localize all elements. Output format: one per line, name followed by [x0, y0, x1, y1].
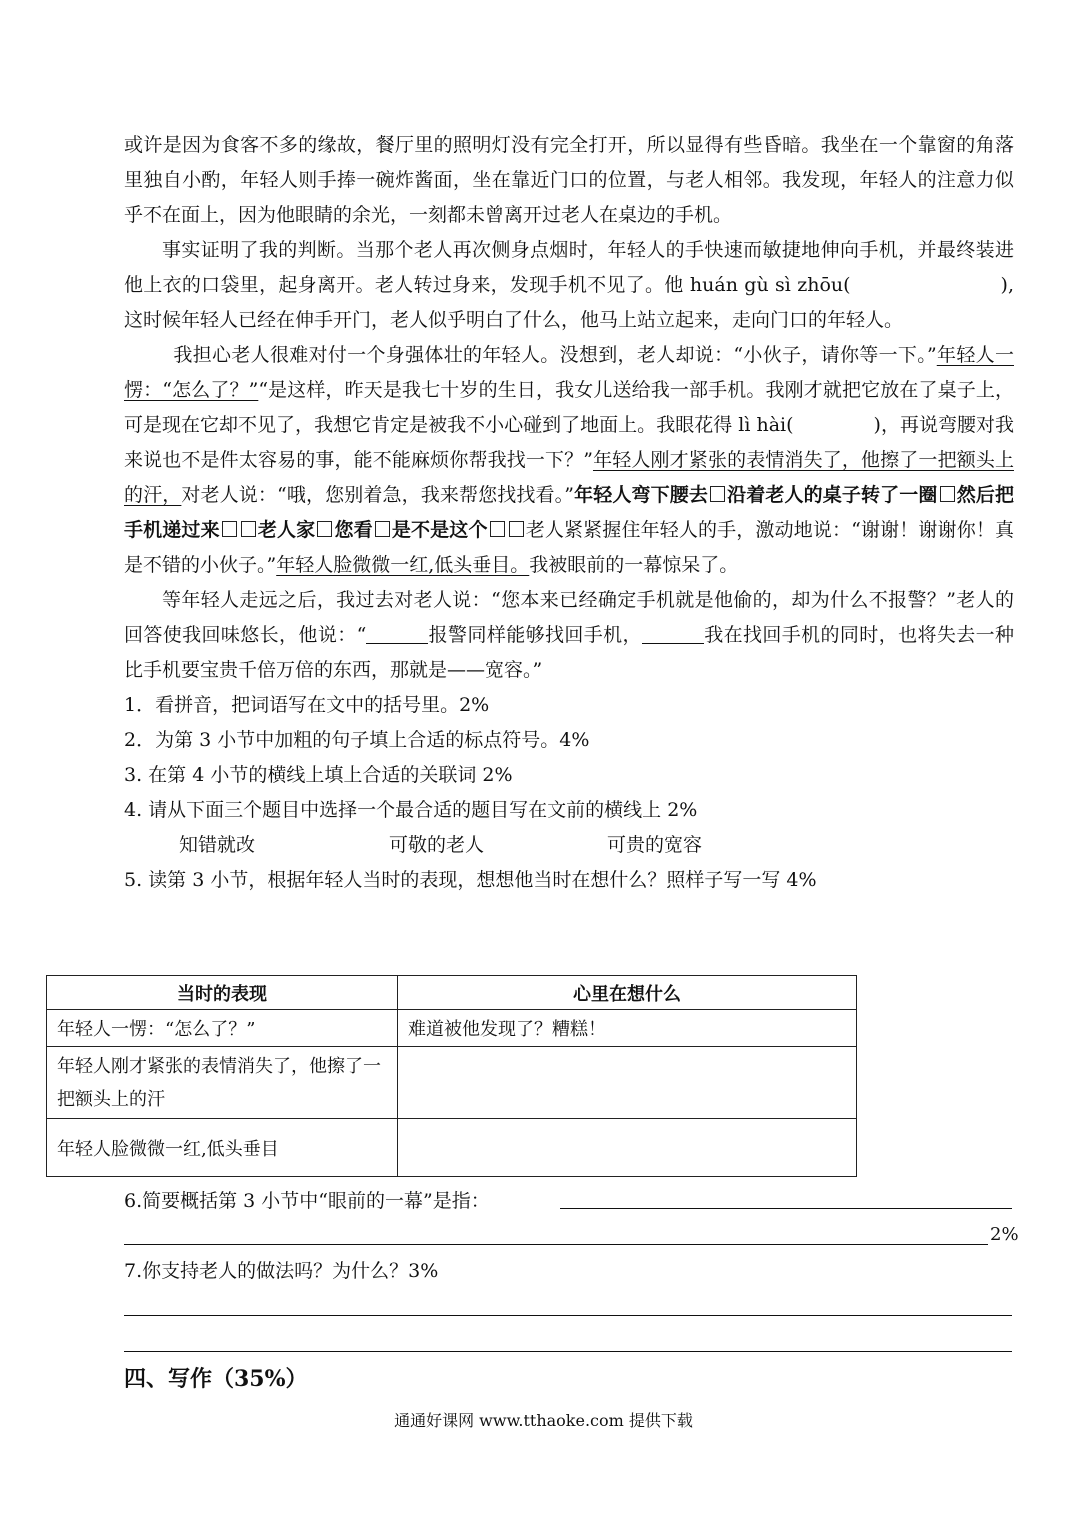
p3-text-d: 对老人说：“哦，您别着急，我来帮您找找看。” [181, 484, 574, 506]
question-4-options [124, 828, 1014, 863]
footer-watermark: 通通好课网 www.tthaoke.com 提供下载 [394, 1411, 693, 1430]
question-7: 7.你支持老人的做法吗？为什么？3% [124, 1260, 439, 1282]
behavior-cell: 年轻人脸微微一红,低头垂目 [47, 1119, 398, 1177]
bold-sentence-part-1: 年轻人弯下腰去 [574, 484, 709, 506]
conjunction-blank-1[interactable] [366, 623, 428, 644]
passage-paragraph-2 [124, 233, 1014, 338]
thought-cell[interactable] [398, 1047, 857, 1119]
section-writing-heading: 四、写作（35%） [124, 1366, 308, 1392]
passage-paragraph-4 [124, 583, 1014, 688]
p3-text-a: 我担心老人很难对付一个身强体壮的年轻人。没想到，老人却说：“小伙子，请你等一下。” [173, 344, 937, 366]
title-option-1[interactable]: 知错就改 [179, 834, 256, 856]
passage-paragraph-3 [124, 338, 1014, 583]
conjunction-blank-2[interactable] [642, 623, 704, 644]
bold-sentence-part-5: 您看 [334, 519, 373, 541]
thought-cell[interactable]: 难道被他发现了？糟糕！ [398, 1010, 857, 1047]
thought-cell[interactable] [398, 1119, 857, 1177]
answer-line[interactable] [560, 1208, 1012, 1209]
answer-line[interactable] [124, 1351, 1012, 1352]
behavior-cell: 年轻人一愣：“怎么了？” [47, 1010, 398, 1047]
punctuation-box[interactable] [940, 486, 955, 502]
p3-text-e: 老人紧紧握住年轻人的手，激动地说：“谢谢！谢谢你！真是不错的小伙子。” [124, 519, 1014, 576]
bold-sentence-part-6: 是不是这个 [391, 519, 488, 541]
underlined-sentence-3: 年轻人脸微微一红,低头垂目。 [276, 554, 530, 576]
question-3: 3. 在第 4 小节的横线上填上合适的关联词 2% [124, 764, 513, 786]
punctuation-box[interactable] [710, 486, 725, 502]
p4-text-c: 我在找回手机的同时，也将失去一种比手机要宝贵千倍万倍的东西，那就是——宽容。” [124, 624, 1014, 681]
p4-text-a: 等年轻人走远之后，我过去对老人说：“您本来已经确定手机就是他偷的，却为什么不报警？”老人的回答使我回味悠长，他说：“ [124, 589, 1014, 646]
p4-text-b: 报警同样能够找回手机， [428, 624, 642, 646]
title-option-2[interactable]: 可敬的老人 [389, 834, 485, 856]
exam-page [124, 128, 1014, 898]
bold-sentence-part-3: 然后把手机递过来 [124, 484, 1014, 541]
punctuation-box[interactable] [490, 521, 505, 537]
table-row [47, 1119, 857, 1177]
bold-sentence-part-4: 老人家 [257, 519, 316, 541]
question-6: 6.简要概括第 3 小节中“眼前的一幕”是指： [124, 1190, 490, 1212]
bold-sentence-part-2: 沿着老人的桌子转了一圈 [727, 484, 938, 506]
p3-text-b: “是这样，昨天是我七十岁的生日，我女儿送给我一部手机。我刚才就把它放在了桌子上，可是现在它却不见了，我想它肯定是被我不小心碰到了地面上。我眼花得 lì hài( [124, 379, 1014, 436]
punctuation-box[interactable] [222, 521, 237, 537]
underlined-sentence-1: 年轻人一愣：“怎么了？” [124, 344, 1014, 401]
question-1: 1．看拼音，把词语写在文中的括号里。2% [124, 694, 490, 716]
passage-paragraph-1: 或许是因为食客不多的缘故，餐厅里的照明灯没有完全打开，所以显得有些昏暗。我坐在一个靠窗的角落里独自小酌，年轻人则手捧一碗炸酱面，坐在靠近门口的位置，与老人相邻。我发现，年轻人的注意力似乎不在面上，因为他眼睛的余光，一刻都未曾离开过老人在桌边的手机。 [124, 134, 1014, 226]
table-row [47, 1010, 857, 1047]
title-option-3[interactable]: 可贵的宽容 [607, 834, 703, 856]
question-5: 5. 读第 3 小节，根据年轻人当时的表现，想想他当时在想什么？照样子写一写 4% [124, 869, 817, 891]
underlined-sentence-2: 年轻人刚才紧张的表情消失了，他擦了一把额头上的汗， [124, 449, 1014, 506]
question-4: 4. 请从下面三个题目中选择一个最合适的题目写在文前的横线上 2% [124, 799, 698, 821]
punctuation-box[interactable] [509, 521, 524, 537]
thinking-table [46, 975, 857, 1177]
punctuation-box[interactable] [317, 521, 332, 537]
table-header-row [47, 976, 857, 1010]
question-6-score: 2% [990, 1224, 1019, 1245]
punctuation-box[interactable] [241, 521, 256, 537]
p2-text-b: ),这时候年轻人已经在伸手开门，老人似乎明白了什么，他马上站立起来，走向门口的年轻人。 [124, 274, 1014, 331]
behavior-cell: 年轻人刚才紧张的表情消失了，他擦了一把额头上的汗 [47, 1047, 398, 1119]
table-header-thought: 心里在想什么 [398, 976, 857, 1010]
p3-text-c: )，再说弯腰对我来说也不是件太容易的事，能不能麻烦你帮我找一下？” [124, 414, 1014, 471]
answer-line[interactable] [124, 1315, 1012, 1316]
p2-text-a: 事实证明了我的判断。当那个老人再次侧身点烟时，年轻人的手快速而敏捷地伸向手机，并最终装进他上衣的口袋里，起身离开。老人转过身来，发现手机不见了。他 huán gù sì zhōu( [124, 239, 1014, 296]
question-2: 2．为第 3 小节中加粗的句子填上合适的标点符号。4% [124, 729, 590, 751]
table-header-behavior: 当时的表现 [47, 976, 398, 1010]
table-row [47, 1047, 857, 1119]
answer-line[interactable] [124, 1244, 988, 1245]
punctuation-box[interactable] [375, 521, 390, 537]
p3-text-f: 我被眼前的一幕惊呆了。 [529, 554, 739, 576]
